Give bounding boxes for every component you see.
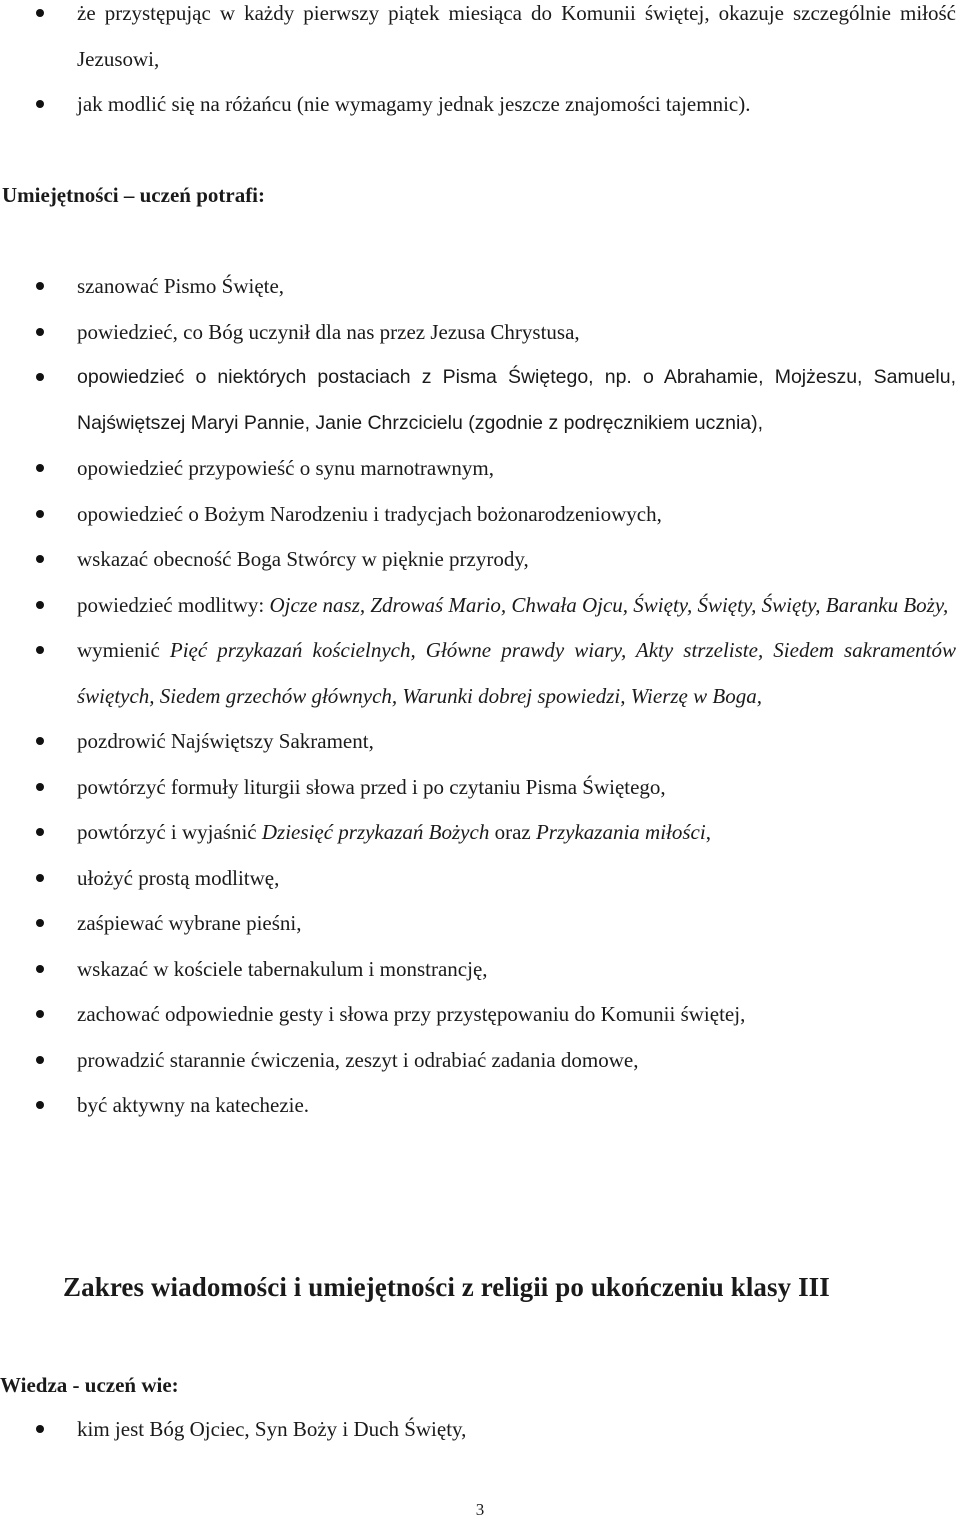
item-lead: powiedzieć modlitwy:	[77, 592, 270, 617]
list-item: powiedzieć, co Bóg uczynił dla nas przez Jezusa Chrystusa,	[0, 310, 960, 356]
list-item	[0, 810, 960, 856]
list-item	[0, 628, 960, 719]
list-item: powtórzyć formuły liturgii słowa przed i po czytaniu Pisma Świętego,	[0, 765, 960, 811]
list-item: opowiedzieć przypowieść o synu marnotrawnym,	[0, 446, 960, 492]
item-mid: oraz	[489, 820, 536, 844]
skills-heading: Umiejętności – uczeń potrafi:	[2, 183, 266, 207]
item-tail: ,	[705, 820, 711, 844]
list-item: zachować odpowiednie gesty i słowa przy przystępowaniu do Komunii świętej,	[0, 992, 960, 1038]
skills-list	[0, 264, 960, 1129]
list-item: pozdrowić Najświętszy Sakrament,	[0, 719, 960, 765]
love-commandments-title: Przykazania miłości	[535, 820, 706, 844]
list-item: jak modlić się na różańcu (nie wymagamy jednak jeszcze znajomości tajemnic).	[0, 82, 960, 128]
knowledge-list	[0, 1407, 960, 1453]
list-item: wskazać w kościele tabernakulum i monstrancję,	[0, 947, 960, 993]
list-item: wskazać obecność Boga Stwórcy w pięknie przyrody,	[0, 537, 960, 583]
list-item: że przystępując w każdy pierwszy piątek miesiąca do Komunii świętej, okazuje szczególnie miłość Jezusowi,	[0, 0, 960, 82]
list-item: opowiedzieć o niektórych postaciach z Pisma Świętego, np. o Abrahamie, Mojżeszu, Samuelu, Najświętszej Maryi Pannie, Janie Chrzcicielu (zgodnie z podręcznikiem ucznia),	[0, 355, 960, 446]
knowledge-heading: Wiedza - uczeń wie:	[0, 1373, 179, 1397]
section-title: Zakres wiadomości i umiejętności z religii po ukończeniu klasy III	[63, 1272, 830, 1302]
item-lead: powtórzyć i wyjaśnić	[77, 820, 262, 844]
list-continued	[0, 0, 960, 128]
list-item: ułożyć prostą modlitwę,	[0, 856, 960, 902]
commandments-title: Dziesięć przykazań Bożych	[261, 820, 490, 844]
list-item: kim jest Bóg Ojciec, Syn Boży i Duch Święty,	[0, 1407, 960, 1453]
prayer-names: Ojcze nasz, Zdrowaś Mario, Chwała Ojcu, Święty, Święty, Święty, Baranku Boży,	[269, 592, 949, 617]
list-item: szanować Pismo Święte,	[0, 264, 960, 310]
page-number: 3	[475, 1500, 485, 1519]
list-item: prowadzić starannie ćwiczenia, zeszyt i odrabiać zadania domowe,	[0, 1038, 960, 1084]
list-item: zaśpiewać wybrane pieśni,	[0, 901, 960, 947]
list-item: być aktywny na katechezie.	[0, 1083, 960, 1129]
list-item: opowiedzieć o Bożym Narodzeniu i tradycjach bożonarodzeniowych,	[0, 492, 960, 538]
list-item	[0, 583, 960, 629]
formula-names: Pięć przykazań kościelnych, Główne prawdy wiary, Akty strzeliste, Siedem sakramentów świętych, Siedem grzechów głównych, Warunki dobrej spowiedzi, Wierzę w Boga,	[77, 638, 956, 708]
item-lead: wymienić	[77, 638, 170, 662]
